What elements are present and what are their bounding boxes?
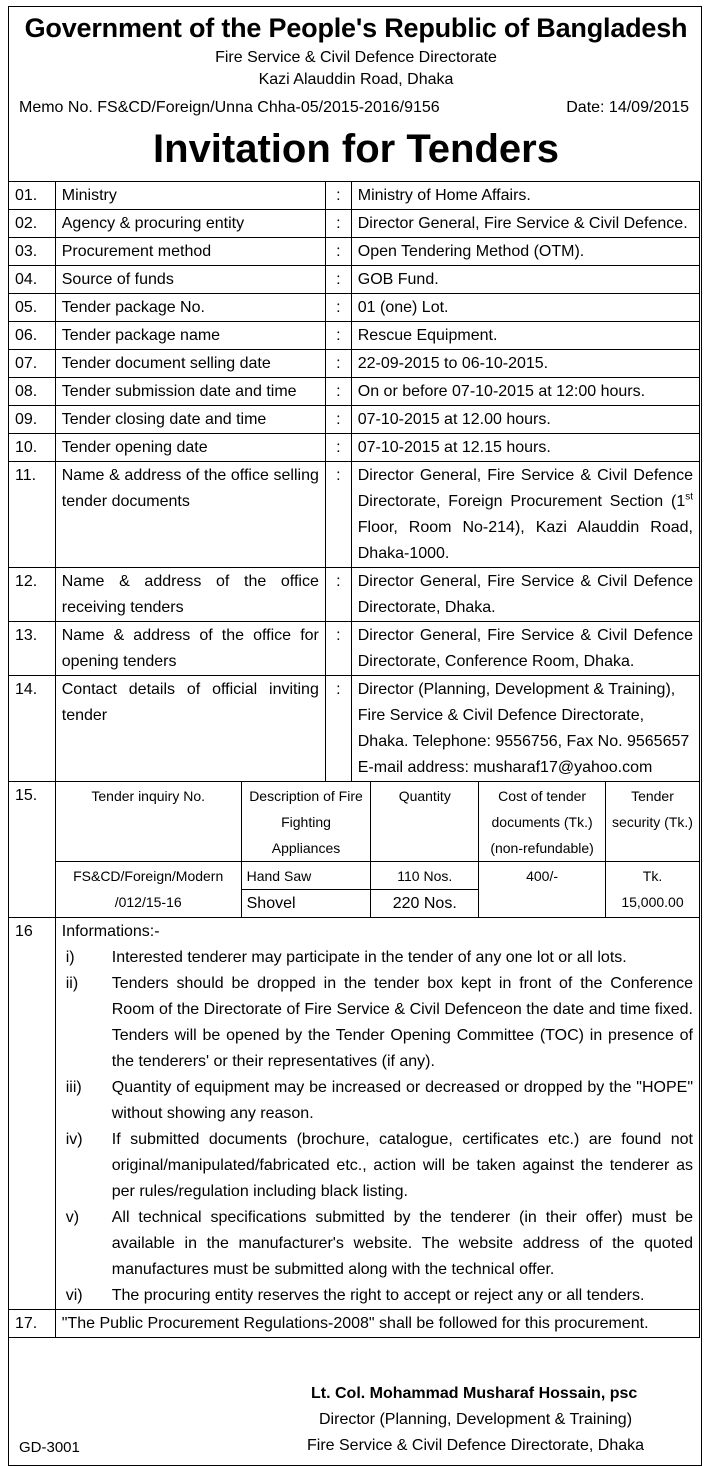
row-number: 15. xyxy=(9,782,56,918)
table-row xyxy=(9,182,700,210)
item-text: Quantity of equipment may be increased or decreased or dropped by the "HOPE" without showing any reason. xyxy=(111,1079,693,1122)
row-value: 07-10-2015 at 12.00 hours. xyxy=(351,406,699,434)
table-row xyxy=(9,294,700,322)
colon-separator: : xyxy=(325,322,351,350)
memo-date: Date: 14/09/2015 xyxy=(566,99,689,116)
column-header: Quantity xyxy=(371,782,479,862)
tender-document-cost: 400/- xyxy=(479,862,606,918)
row-number: 09. xyxy=(9,406,56,434)
row-value: 07-10-2015 at 12.15 hours. xyxy=(351,434,699,462)
column-header: Tender inquiry No. xyxy=(56,782,241,862)
row-number: 14. xyxy=(9,676,56,782)
table-row xyxy=(9,434,700,462)
row-number: 07. xyxy=(9,350,56,378)
row-number: 11. xyxy=(9,462,56,568)
row-number: 12. xyxy=(9,568,56,622)
row-value: Director General, Fire Service & Civil Defence Directorate, Conference Room, Dhaka. xyxy=(351,622,699,676)
item-text: All technical specifications submitted by the tenderer (in their offer) must be available in the manufacturer's website. The website address of the quoted manufactures must be submitted along with the technical offer. xyxy=(111,1209,693,1278)
table-row xyxy=(9,782,700,918)
colon-separator: : xyxy=(325,182,351,210)
colon-separator: : xyxy=(325,294,351,322)
row-number: 04. xyxy=(9,266,56,294)
list-item xyxy=(62,1205,693,1283)
regulations-text: "The Public Procurement Regulations-2008" shall be followed for this procurement. xyxy=(55,1310,699,1338)
table-row xyxy=(9,322,700,350)
row-value: Director General, Fire Service & Civil Defence. xyxy=(351,210,699,238)
list-item xyxy=(62,1127,693,1205)
colon-separator: : xyxy=(325,378,351,406)
table-row xyxy=(9,238,700,266)
colon-separator: : xyxy=(325,266,351,294)
item-description: Shovel xyxy=(241,890,371,918)
row-number: 01. xyxy=(9,182,56,210)
row-label: Tender closing date and time xyxy=(55,406,325,434)
table-row xyxy=(9,622,700,676)
row-number: 06. xyxy=(9,322,56,350)
item-numeral: iv) xyxy=(65,1131,83,1148)
tender-items-cell xyxy=(55,782,699,918)
list-item xyxy=(62,971,693,1075)
row-label: Tender opening date xyxy=(55,434,325,462)
table-row xyxy=(9,266,700,294)
colon-separator: : xyxy=(325,462,351,568)
row-label: Tender submission date and time xyxy=(55,378,325,406)
government-heading: Government of the People's Republic of Bangladesh xyxy=(24,13,688,43)
colon-separator: : xyxy=(325,622,351,676)
row-label: Tender package name xyxy=(55,322,325,350)
memo-number: Memo No. FS&CD/Foreign/Unna Chha-05/2015-2016/9156 xyxy=(19,99,440,116)
item-text: If submitted documents (brochure, catalogue, certificates etc.) are found not original/manipulated/fabricated etc., action will be taken against the tenderer as per rules/regulation including black listing. xyxy=(111,1131,693,1200)
item-numeral: ii) xyxy=(65,975,79,992)
row-value: 22-09-2015 to 06-10-2015. xyxy=(351,350,699,378)
row-label: Tender document selling date xyxy=(55,350,325,378)
informations-cell xyxy=(55,918,699,1310)
list-item xyxy=(62,1075,693,1127)
table-row xyxy=(9,568,700,622)
row-value: Director General, Fire Service & Civil Defence Directorate, Dhaka. xyxy=(351,568,699,622)
table-row xyxy=(9,918,700,1310)
item-numeral: iii) xyxy=(65,1079,82,1096)
item-quantity: 220 Nos. xyxy=(371,890,479,918)
row-value: Rescue Equipment. xyxy=(351,322,699,350)
ordinal-suffix: st xyxy=(685,491,693,503)
row-value: 01 (one) Lot. xyxy=(351,294,699,322)
row-number: 05. xyxy=(9,294,56,322)
signatory-position: Director (Planning, Development & Training) xyxy=(319,1411,633,1428)
directorate-name: Fire Service & Civil Defence Directorate xyxy=(215,49,497,66)
tender-items-table xyxy=(56,782,699,917)
colon-separator: : xyxy=(325,568,351,622)
contact-details: Director (Planning, Development & Training), Fire Service & Civil Defence Directorate, Dhaka. Telephone: 9556756, Fax No. 9565657 xyxy=(357,681,690,750)
column-header: Description of Fire Fighting Appliances xyxy=(241,782,371,862)
list-item xyxy=(62,945,693,971)
row-label: Tender package No. xyxy=(55,294,325,322)
table-row xyxy=(9,378,700,406)
row-value: On or before 07-10-2015 at 12:00 hours. xyxy=(351,378,699,406)
column-header: Cost of tender documents (Tk.) (non-refundable) xyxy=(479,782,606,862)
row-number: 13. xyxy=(9,622,56,676)
table-row xyxy=(56,862,699,890)
document-code: GD-3001 xyxy=(19,1439,80,1456)
row-value xyxy=(351,462,699,568)
table-row xyxy=(9,1310,700,1338)
row-number: 16 xyxy=(9,918,56,1310)
selling-office-text: Director General, Fire Service & Civil Defence Directorate, Foreign Procurement Section (1 xyxy=(357,467,693,510)
row-number: 08. xyxy=(9,378,56,406)
row-number: 03. xyxy=(9,238,56,266)
item-text: The procuring entity reserves the right to accept or reject any or all tenders. xyxy=(111,1287,645,1304)
table-row xyxy=(9,462,700,568)
list-item xyxy=(62,1283,693,1309)
row-label: Contact details of official inviting tender xyxy=(55,676,325,782)
colon-separator: : xyxy=(325,210,351,238)
tender-inquiry-number: FS&CD/Foreign/Modern /012/15-16 xyxy=(56,862,241,918)
colon-separator: : xyxy=(325,350,351,378)
row-number: 17. xyxy=(9,1310,56,1338)
row-label: Source of funds xyxy=(55,266,325,294)
colon-separator: : xyxy=(325,406,351,434)
row-label: Ministry xyxy=(55,182,325,210)
colon-separator: : xyxy=(325,676,351,782)
row-label: Name & address of the office selling tender documents xyxy=(55,462,325,568)
directorate-address: Kazi Alauddin Road, Dhaka xyxy=(258,71,454,88)
row-value: Open Tendering Method (OTM). xyxy=(351,238,699,266)
row-value xyxy=(351,676,699,782)
table-row xyxy=(9,676,700,782)
row-label: Agency & procuring entity xyxy=(55,210,325,238)
security-currency: Tk. xyxy=(642,868,663,884)
item-numeral: v) xyxy=(65,1209,80,1226)
table-row xyxy=(9,210,700,238)
row-label: Name & address of the office for opening tenders xyxy=(55,622,325,676)
table-row xyxy=(9,350,700,378)
signatory-office: Fire Service & Civil Defence Directorate, Dhaka xyxy=(307,1437,645,1454)
tender-security xyxy=(605,862,699,918)
row-number: 10. xyxy=(9,434,56,462)
item-quantity: 110 Nos. xyxy=(371,862,479,890)
colon-separator: : xyxy=(325,238,351,266)
row-label: Procurement method xyxy=(55,238,325,266)
tender-notice xyxy=(8,6,702,1466)
item-numeral: vi) xyxy=(65,1287,83,1304)
item-text: Interested tenderer may participate in the tender of any one lot or all lots. xyxy=(111,949,627,966)
security-amount: 15,000.00 xyxy=(621,894,684,910)
row-label: Name & address of the office receiving tenders xyxy=(55,568,325,622)
item-description: Hand Saw xyxy=(241,862,371,890)
informations-heading: Informations:- xyxy=(61,923,160,940)
items-header-row xyxy=(56,782,699,862)
row-value: Ministry of Home Affairs. xyxy=(351,182,699,210)
selling-office-text-cont: Floor, Room No-214), Kazi Alauddin Road, Dhaka-1000. xyxy=(357,519,693,562)
item-numeral: i) xyxy=(65,949,75,966)
contact-email: E-mail address: musharaf17@yahoo.com xyxy=(357,759,653,776)
row-value: GOB Fund. xyxy=(351,266,699,294)
colon-separator: : xyxy=(325,434,351,462)
tender-info-table xyxy=(8,181,700,1338)
item-text: Tenders should be dropped in the tender box kept in front of the Conference Room of the Directorate of Fire Service & Civil Defenceon the date and time fixed. Tenders will be opened by the Tender Opening Committee (TOC) in presence of the tenderers' or their representatives (if any). xyxy=(111,975,693,1070)
table-row xyxy=(9,406,700,434)
document-title: Invitation for Tenders xyxy=(153,127,559,171)
row-number: 02. xyxy=(9,210,56,238)
column-header: Tender security (Tk.) xyxy=(605,782,699,862)
signatory-name: Lt. Col. Mohammad Musharaf Hossain, psc xyxy=(311,1385,638,1402)
